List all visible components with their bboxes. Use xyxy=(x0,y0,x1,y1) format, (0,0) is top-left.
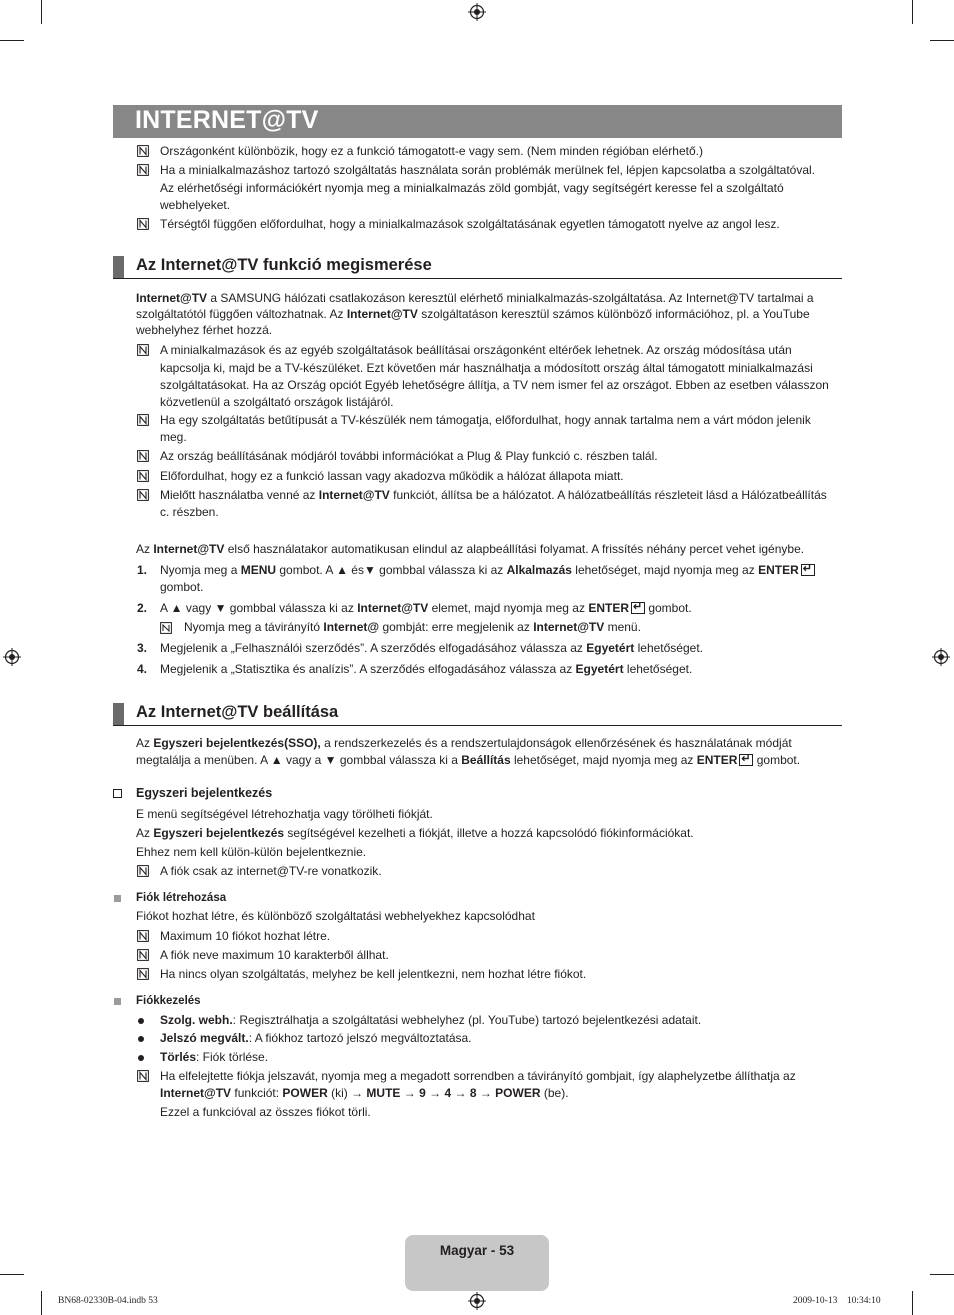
paragraph-line: Az Egyszeri bejelentkezés segítségével kezelheti a fiókját, illetve a hozzá kapcsolódó fiókinformációkat. xyxy=(136,826,694,840)
paragraph-line: megtalálja a menüben. A ▲ vagy a ▼ gombbal válassza ki a Beállítás lehetőséget, majd nyomja meg az ENTER↵ gombot. xyxy=(136,752,800,769)
intro-note-text: Az elérhetőségi információkért nyomja meg a minialkalmazás zöld gombját, vagy segítségért keresse fel a szolgáltató xyxy=(160,181,784,195)
note-icon xyxy=(137,218,149,230)
bullet-text: Jelszó megvált.: A fiókhoz tartozó jelszó megváltoztatása. xyxy=(160,1031,472,1045)
note-icon xyxy=(137,344,149,356)
print-file-info: BN68-02330B-04.indb 53 xyxy=(58,1296,158,1306)
bullet-dot-icon xyxy=(138,1036,144,1042)
note-icon xyxy=(137,489,149,501)
crop-mark xyxy=(0,1274,24,1275)
step-number: 2. xyxy=(137,601,148,615)
crop-mark xyxy=(930,1274,954,1275)
paragraph-line: Az Internet@TV első használatakor automatikusan elindul az alapbeállítási folyamat. A frissítés néhány percet vehet igénybe. xyxy=(136,542,805,556)
note-text: kapcsolja ki, majd be a TV-készüléket. Ezt követően már használhatja a módosított ország által támogatott minialkalmazási xyxy=(160,361,813,375)
note-icon xyxy=(137,1070,149,1082)
note-text: Ha elfelejtette fiókja jelszavát, nyomja meg a megadott sorrendben a távirányító gombjait, így alaphelyzetbe állíthatja az xyxy=(160,1069,796,1083)
enter-icon xyxy=(801,564,815,576)
paragraph-line: webhelyhez férhet hozzá. xyxy=(136,323,273,337)
subsection-title: Fiókkezelés xyxy=(136,995,201,1007)
intro-note-text: Térségtől függően előfordulhat, hogy a minialkalmazások szolgáltatásának egyetlen támogatott nyelve az angol lesz. xyxy=(160,217,780,231)
paragraph-line: E menü segítségével létrehozhatja vagy törölheti fiókját. xyxy=(136,807,433,821)
section-heading xyxy=(113,256,842,279)
step-text: A ▲ vagy ▼ gombbal válassza ki az Internet@TV elemet, majd nyomja meg az ENTER↵ gombot. xyxy=(160,600,692,617)
step-text: Megjelenik a „Felhasználói szerződés”. A szerződés elfogadásához válassza az Egyetért lehetőséget. xyxy=(160,641,703,655)
note-text: Ha nincs olyan szolgáltatás, melyhez be kell jelentkezni, nem hozhat létre fiókot. xyxy=(160,967,587,981)
section-title: Az Internet@TV beállítása xyxy=(136,703,339,721)
note-text: A minialkalmazások és az egyéb szolgáltatások beállításai országonként eltérőek lehetnek. Az ország módosítása után xyxy=(160,343,792,357)
paragraph-line: Internet@TV a SAMSUNG hálózati csatlakozáson keresztül elérhető minialkalmazás-szolgáltatása. Az Internet@TV tartalmai a xyxy=(136,291,814,305)
page-title: INTERNET@TV xyxy=(135,106,319,134)
crop-mark xyxy=(41,1291,42,1315)
note-text: Ezzel a funkcióval az összes fiókot törli. xyxy=(160,1105,371,1119)
section-bar xyxy=(113,703,124,725)
bullet-dot-icon xyxy=(138,1055,144,1061)
crop-mark xyxy=(41,0,42,24)
intro-note-text: Ha a minialkalmazáshoz tartozó szolgáltatás használata során problémák merülnek fel, lépjen kapcsolatba a szolgáltatóval. xyxy=(160,163,816,177)
step-number: 4. xyxy=(137,662,148,676)
note-text: A fiók csak az internet@TV-re vonatkozik. xyxy=(160,864,382,878)
note-icon xyxy=(137,164,149,176)
crop-mark xyxy=(912,0,913,24)
print-date-info: 2009-10-13 10:34:10 xyxy=(793,1296,881,1306)
step-text: gombot. xyxy=(160,580,204,594)
step-text: Megjelenik a „Statisztika és analízis”. A szerződés elfogadásához válassza az Egyetért lehetőséget. xyxy=(160,662,693,676)
page-number: Magyar - 53 xyxy=(439,1243,515,1258)
section-bar xyxy=(113,256,124,278)
checkbox-bullet-icon xyxy=(113,789,122,798)
bullet-text: Szolg. webh.: Regisztrálhatja a szolgáltatási webhelyhez (pl. YouTube) tartozó bejelentkezési adatait. xyxy=(160,1013,702,1027)
intro-note-text: webhelyeket. xyxy=(160,198,231,212)
remote-note-icon xyxy=(160,622,172,634)
note-text: A fiók neve maximum 10 karakterből állhat. xyxy=(160,948,389,962)
subsection-title: Egyszeri bejelentkezés xyxy=(136,786,273,800)
note-icon xyxy=(137,145,149,157)
note-text: Az ország beállításának módjáról további információkat a Plug & Play funkció c. részben talál. xyxy=(160,449,658,463)
registration-mark-icon xyxy=(468,3,486,21)
note-text: Ha egy szolgáltatás betűtípusát a TV-készülék nem támogatja, előfordulhat, hogy annak tartalma nem a várt módon jelenik xyxy=(160,413,811,427)
note-text: közvetlenül a szolgáltató országok listájáról. xyxy=(160,395,394,409)
section-heading xyxy=(113,703,842,726)
square-bullet-icon xyxy=(114,895,121,902)
paragraph-line: Az Egyszeri bejelentkezés(SSO), a rendszerkezelés és a rendszertulajdonságok ellenőrzésének és használatának módját xyxy=(136,736,792,750)
enter-icon xyxy=(631,602,645,614)
note-text: meg. xyxy=(160,430,187,444)
paragraph-line: Ehhez nem kell külön-külön bejelentkeznie. xyxy=(136,845,367,859)
bullet-text: Törlés: Fiók törlése. xyxy=(160,1050,269,1064)
enter-icon xyxy=(739,754,753,766)
square-bullet-icon xyxy=(114,998,121,1005)
paragraph-line: szolgáltatótól függően változhatnak. Az Internet@TV szolgáltatáson keresztül számos különböző információhoz, pl. a YouTube xyxy=(136,307,810,321)
registration-mark-icon xyxy=(932,648,950,666)
registration-mark-icon xyxy=(3,648,21,666)
note-icon xyxy=(137,968,149,980)
intro-note-text: Országonként különbözik, hogy ez a funkció támogatott-e vagy sem. (Nem minden régióban elérhető.) xyxy=(160,144,703,158)
page-number-tab xyxy=(405,1235,549,1291)
crop-mark xyxy=(912,1291,913,1315)
section-title: Az Internet@TV funkció megismerése xyxy=(136,256,432,274)
paragraph-line: Fiókot hozhat létre, és különböző szolgáltatási webhelyekhez kapcsolódhat xyxy=(136,909,535,923)
page-title-bar xyxy=(113,105,842,138)
registration-mark-icon xyxy=(468,1292,486,1310)
crop-mark xyxy=(0,40,24,41)
note-text: Maximum 10 fiókot hozhat létre. xyxy=(160,929,331,943)
subsection-title: Fiók létrehozása xyxy=(136,892,227,904)
remote-note-text: Nyomja meg a távirányító Internet@ gombját: erre megjelenik az Internet@TV menü. xyxy=(184,620,641,634)
step-number: 3. xyxy=(137,641,148,655)
note-text: Előfordulhat, hogy ez a funkció lassan vagy akadozva működik a hálózat állapota miatt. xyxy=(160,469,624,483)
note-icon xyxy=(137,470,149,482)
step-number: 1. xyxy=(137,563,148,577)
note-icon xyxy=(137,865,149,877)
note-icon xyxy=(137,949,149,961)
crop-mark xyxy=(930,40,954,41)
note-text: Mielőtt használatba venné az Internet@TV funkciót, állítsa be a hálózatot. A hálózatbeállítás részleteit lásd a Hálózatbeállítás xyxy=(160,488,827,502)
note-text: Internet@TV funkciót: POWER (ki) → MUTE → 9 → 4 → 8 → POWER (be). xyxy=(160,1086,569,1100)
note-text: szolgáltatásokat. Ha az Ország opciót Egyéb lehetőségre állítja, a TV nem ismer fel az országot. Ebben az esetben válasszon xyxy=(160,378,829,392)
note-icon xyxy=(137,930,149,942)
note-icon xyxy=(137,414,149,426)
note-icon xyxy=(137,450,149,462)
note-text: c. részben. xyxy=(160,505,219,519)
bullet-dot-icon xyxy=(138,1018,144,1024)
step-text: Nyomja meg a MENU gombot. A ▲ és▼ gombbal válassza ki az Alkalmazás lehetőséget, majd nyomja meg az ENTER↵ xyxy=(160,562,815,579)
